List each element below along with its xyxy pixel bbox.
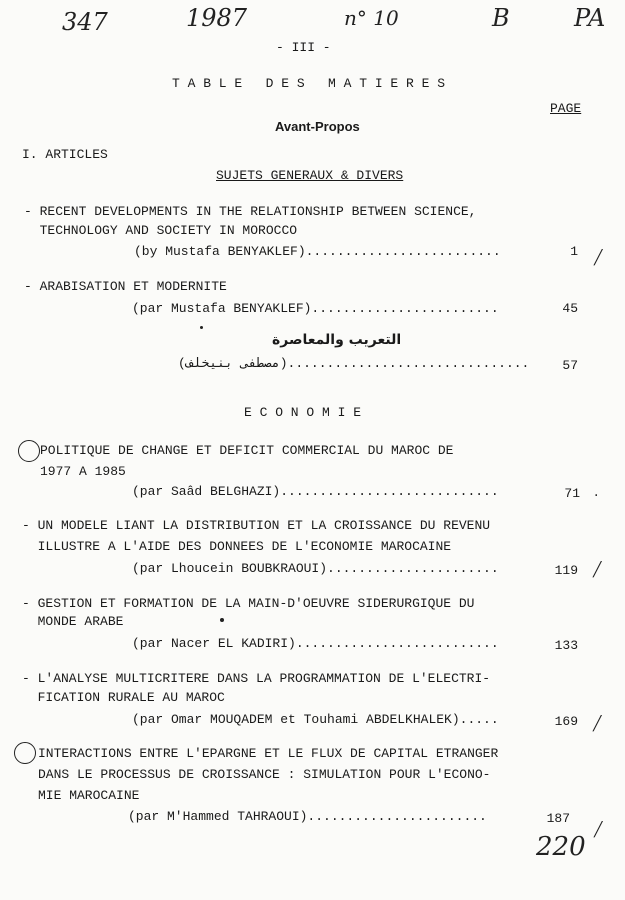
check-mark-icon: ╱ xyxy=(594,822,603,838)
ink-dot-icon xyxy=(220,618,224,622)
entry-page: 57 xyxy=(562,358,578,373)
entry-line: POLITIQUE DE CHANGE ET DEFICIT COMMERCIAL DU MAROC DE xyxy=(40,443,454,458)
section-economie-heading: E C O N O M I E xyxy=(244,405,362,420)
ink-dot-icon xyxy=(200,326,203,329)
section-label: I. ARTICLES xyxy=(22,147,108,162)
check-mark-icon: ╱ xyxy=(594,250,603,266)
handwritten-year: 1987 xyxy=(186,4,248,32)
entry-line: MIE MAROCAINE xyxy=(38,788,140,803)
entry-page: 71 xyxy=(564,486,580,501)
entry-author: (par Lhoucein BOUBKRAOUI)...................... xyxy=(132,561,499,576)
page-title: T A B L E D E S M A T I E R E S xyxy=(172,76,446,91)
circle-mark-icon xyxy=(14,742,36,764)
page-column-header: PAGE xyxy=(550,101,582,116)
entry-page: 45 xyxy=(562,301,578,316)
entry-page: 119 xyxy=(554,563,578,578)
entry-author: (par Nacer EL KADIRI).......................... xyxy=(132,636,499,651)
entry-line: TECHNOLOGY AND SOCIETY IN MOROCCO xyxy=(24,223,298,238)
entry-author: (by Mustafa BENYAKLEF)......................... xyxy=(134,244,501,259)
entry-line: ILLUSTRE A L'AIDE DES DONNEES DE L'ECONOMIE MAROCAINE xyxy=(22,539,452,554)
handwritten-letter-b: B xyxy=(492,4,510,32)
check-mark-icon: ╱ xyxy=(593,562,602,578)
entry-page: 169 xyxy=(554,714,578,729)
avant-propos: Avant-Propos xyxy=(275,119,360,134)
page-roman-number: - III - xyxy=(276,40,331,55)
entry-page: 187 xyxy=(546,811,570,826)
handwritten-number: n° 10 xyxy=(344,6,399,30)
handwritten-bottom-number: 220 xyxy=(536,832,586,862)
entry-line: 1977 A 1985 xyxy=(40,464,126,479)
entry-line: DANS LE PROCESSUS DE CROISSANCE : SIMULATION POUR L'ECONO- xyxy=(38,767,491,782)
handwritten-letters-pa: PA xyxy=(574,4,606,32)
entry-author: (par Saâd BELGHAZI)............................ xyxy=(132,484,499,499)
entry-line: FICATION RURALE AU MAROC xyxy=(22,690,225,705)
entry-line: MONDE ARABE xyxy=(22,614,124,629)
entry-author: (par M'Hammed TAHRAOUI)....................... xyxy=(128,809,487,824)
entry-author: (par Omar MOUQADEM et Touhami ABDELKHALEK)..... xyxy=(132,712,499,727)
entry-author: (مصطفى بنيخلف)............................... xyxy=(178,356,530,371)
entry-line: - UN MODELE LIANT LA DISTRIBUTION ET LA CROISSANCE DU REVENU xyxy=(22,518,491,533)
entry-page: 1 xyxy=(570,244,578,259)
entry-author: (par Mustafa BENYAKLEF)........................ xyxy=(132,301,499,316)
entry-line: - RECENT DEVELOPMENTS IN THE RELATIONSHIP BETWEEN SCIENCE, xyxy=(24,204,477,219)
handwritten-ref: 347 xyxy=(62,8,108,36)
entry-line: - ARABISATION ET MODERNITE xyxy=(24,279,227,294)
entry-arabic-title: التعريب والمعاصرة xyxy=(272,332,402,348)
entry-line: - GESTION ET FORMATION DE LA MAIN-D'OEUVRE SIDERURGIQUE DU xyxy=(22,596,475,611)
check-mark-icon: · xyxy=(594,488,599,504)
section-subheading: SUJETS GENERAUX & DIVERS xyxy=(216,168,404,183)
entry-page: 133 xyxy=(554,638,578,653)
circle-mark-icon xyxy=(18,440,40,462)
entry-line: - L'ANALYSE MULTICRITERE DANS LA PROGRAMMATION DE L'ELECTRI- xyxy=(22,671,491,686)
entry-line: INTERACTIONS ENTRE L'EPARGNE ET LE FLUX DE CAPITAL ETRANGER xyxy=(38,746,499,761)
check-mark-icon: ╱ xyxy=(593,716,602,732)
